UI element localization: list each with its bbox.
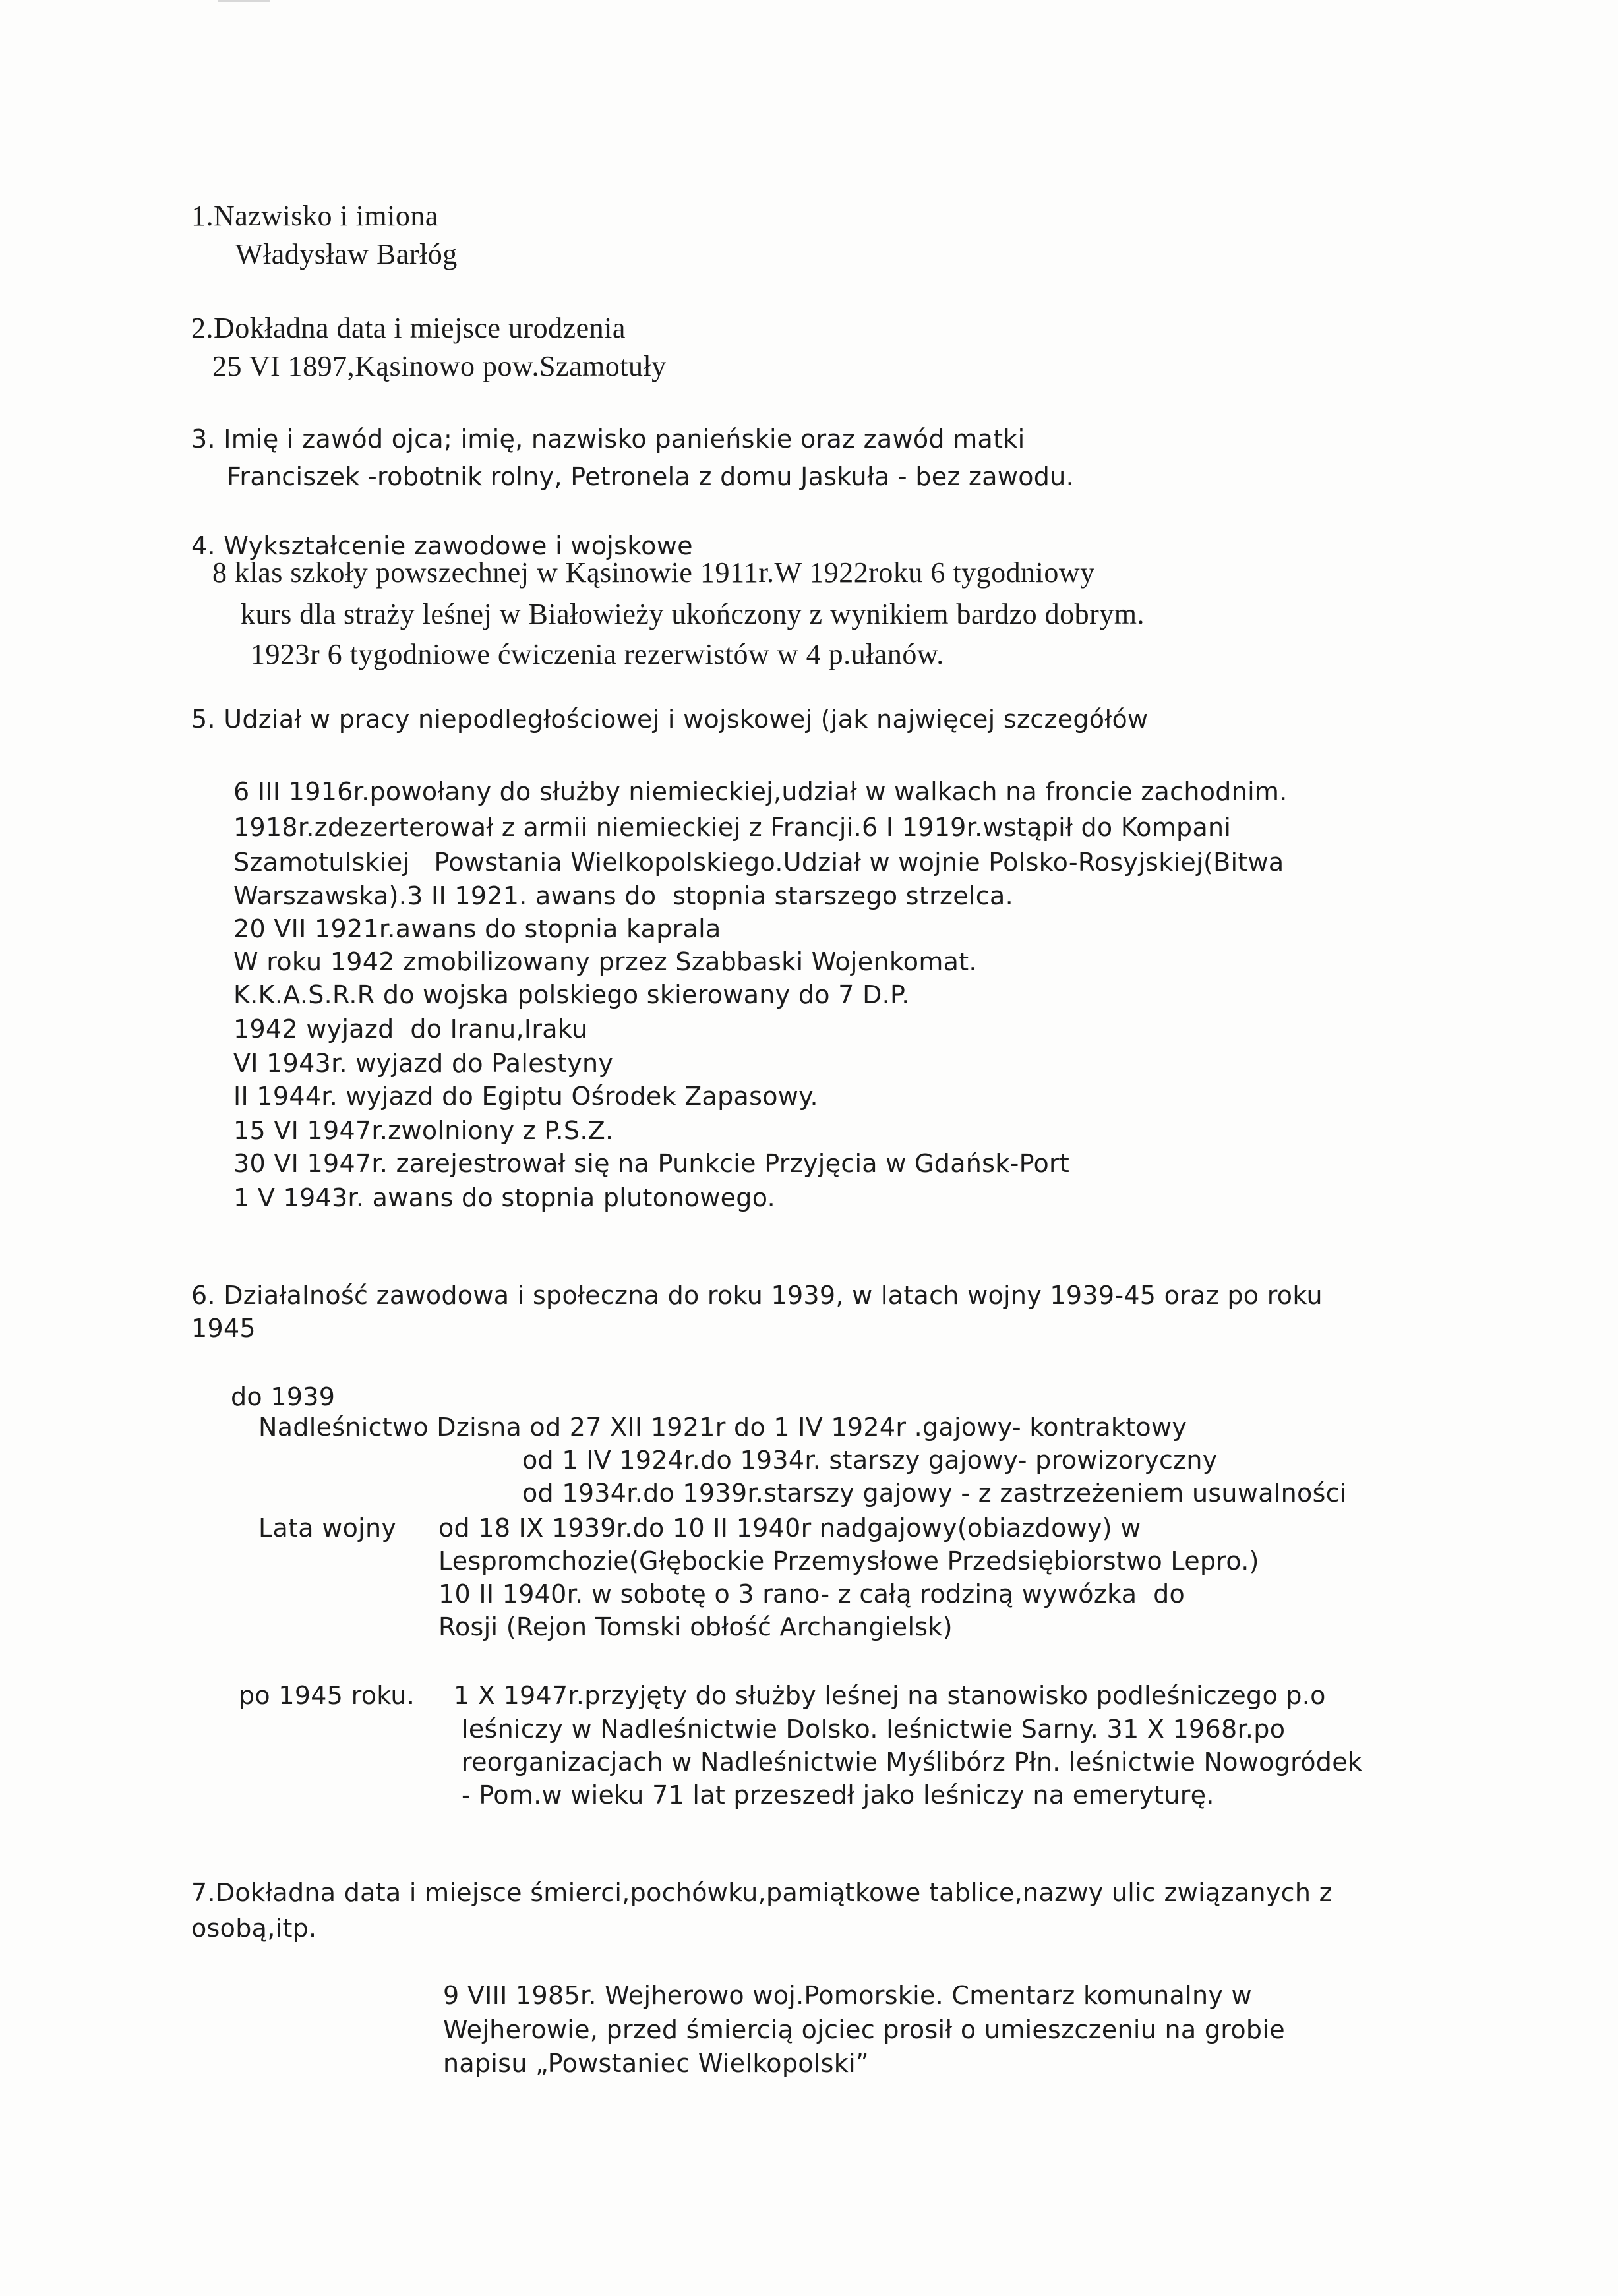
section-5-line: Szamotulskiej Powstania Wielkopolskiego.Udział w wojnie Polsko-Rosyjskiej(Bitwa (233, 848, 1284, 877)
section-7-line: napisu „Powstaniec Wielkopolski” (443, 2049, 869, 2078)
section-6-before-line: Nadleśnictwo Dzisna od 27 XII 1921r do 1 IV 1924r .gajowy- kontraktowy (258, 1413, 1187, 1442)
section-2-heading: 2.Dokładna data i miejsce urodzenia (191, 312, 626, 344)
section-6-after-line: - Pom.w wieku 71 lat przeszedł jako leśniczy na emeryturę. (462, 1781, 1214, 1810)
section-1-heading: 1.Nazwisko i imiona (191, 200, 438, 232)
section-2-line: 25 VI 1897,Kąsinowo pow.Szamotuły (212, 350, 667, 382)
section-5-line: 1 V 1943r. awans do stopnia plutonowego. (233, 1183, 775, 1212)
section-6-before-label: do 1939 (231, 1382, 336, 1411)
section-6-war-line: od 18 IX 1939r.do 10 II 1940r nadgajowy(obiazdowy) w (438, 1514, 1141, 1543)
section-6-before-line: od 1934r.do 1939r.starszy gajowy - z zastrzeżeniem usuwalności (522, 1479, 1347, 1508)
section-3-heading: 3. Imię i zawód ojca; imię, nazwisko panieńskie oraz zawód matki (191, 425, 1025, 454)
section-4-line: kurs dla straży leśnej w Białowieży ukończony z wynikiem bardzo dobrym. (241, 598, 1145, 630)
section-5-line: 30 VI 1947r. zarejestrował się na Punkcie Przyjęcia w Gdańsk-Port (233, 1149, 1070, 1178)
section-6-heading-cont: 1945 (191, 1314, 256, 1343)
section-6-after-label: po 1945 roku. (239, 1681, 415, 1710)
section-5-line: 1918r.zdezerterował z armii niemieckiej z Francji.6 I 1919r.wstąpił do Kompani (233, 813, 1232, 842)
section-1-line: Władysław Barłóg (235, 238, 458, 270)
section-5-line: II 1944r. wyjazd do Egiptu Ośrodek Zapasowy. (233, 1082, 818, 1111)
section-7-line: 9 VIII 1985r. Wejherowo woj.Pomorskie. Cmentarz komunalny w (443, 1981, 1252, 2010)
section-5-line: Warszawska).3 II 1921. awans do stopnia starszego strzelca. (233, 881, 1013, 910)
section-5-line: 20 VII 1921r.awans do stopnia kaprala (233, 914, 721, 943)
section-4-line: 1923r 6 tygodniowe ćwiczenia rezerwistów w 4 p.ułanów. (251, 638, 944, 670)
section-6-war-line: Rosji (Rejon Tomski obłość Archangielsk) (438, 1612, 953, 1641)
section-4-heading: 4. Wykształcenie zawodowe i wojskowe (191, 531, 693, 560)
section-5-line: VI 1943r. wyjazd do Palestyny (233, 1049, 614, 1078)
section-6-before-line: od 1 IV 1924r.do 1934r. starszy gajowy- prowizoryczny (522, 1446, 1218, 1475)
scan-mark (218, 0, 270, 2)
section-6-war-line: 10 II 1940r. w sobotę o 3 rano- z całą rodziną wywózka do (438, 1579, 1185, 1608)
section-4-line: 8 klas szkoły powszechnej w Kąsinowie 1911r.W 1922roku 6 tygodniowy (212, 556, 1095, 589)
section-7-line: Wejherowie, przed śmiercią ojciec prosił o umieszczeniu na grobie (443, 2015, 1285, 2044)
section-7-heading-cont: osobą,itp. (191, 1914, 317, 1943)
section-6-after-line: reorganizacjach w Nadleśnictwie Myślibórz Płn. leśnictwie Nowogródek (462, 1748, 1363, 1777)
section-5-line: 1942 wyjazd do Iranu,Iraku (233, 1015, 588, 1044)
section-6-after-line: 1 X 1947r.przyjęty do służby leśnej na stanowisko podleśniczego p.o (454, 1681, 1326, 1710)
section-5-line: 6 III 1916r.powołany do służby niemieckiej,udział w walkach na froncie zachodnim. (233, 777, 1288, 806)
section-7-heading: 7.Dokładna data i miejsce śmierci,pochówku,pamiątkowe tablice,nazwy ulic związanych z (191, 1878, 1333, 1907)
section-3-line: Franciszek -robotnik rolny, Petronela z domu Jaskuła - bez zawodu. (227, 462, 1074, 491)
section-5-heading: 5. Udział w pracy niepodległościowej i wojskowej (jak najwięcej szczegółów (191, 705, 1149, 734)
section-6-heading: 6. Działalność zawodowa i społeczna do roku 1939, w latach wojny 1939-45 oraz po roku (191, 1281, 1323, 1310)
section-5-line: W roku 1942 zmobilizowany przez Szabbaski Wojenkomat. (233, 947, 977, 976)
section-5-line: K.K.A.S.R.R do wojska polskiego skierowany do 7 D.P. (233, 980, 910, 1009)
section-6-war-line: Lespromchozie(Głębockie Przemysłowe Przedsiębiorstwo Lepro.) (438, 1546, 1259, 1575)
section-6-after-line: leśniczy w Nadleśnictwie Dolsko. leśnictwie Sarny. 31 X 1968r.po (462, 1715, 1286, 1744)
section-6-war-label: Lata wojny (258, 1514, 397, 1543)
section-5-line: 15 VI 1947r.zwolniony z P.S.Z. (233, 1116, 614, 1145)
